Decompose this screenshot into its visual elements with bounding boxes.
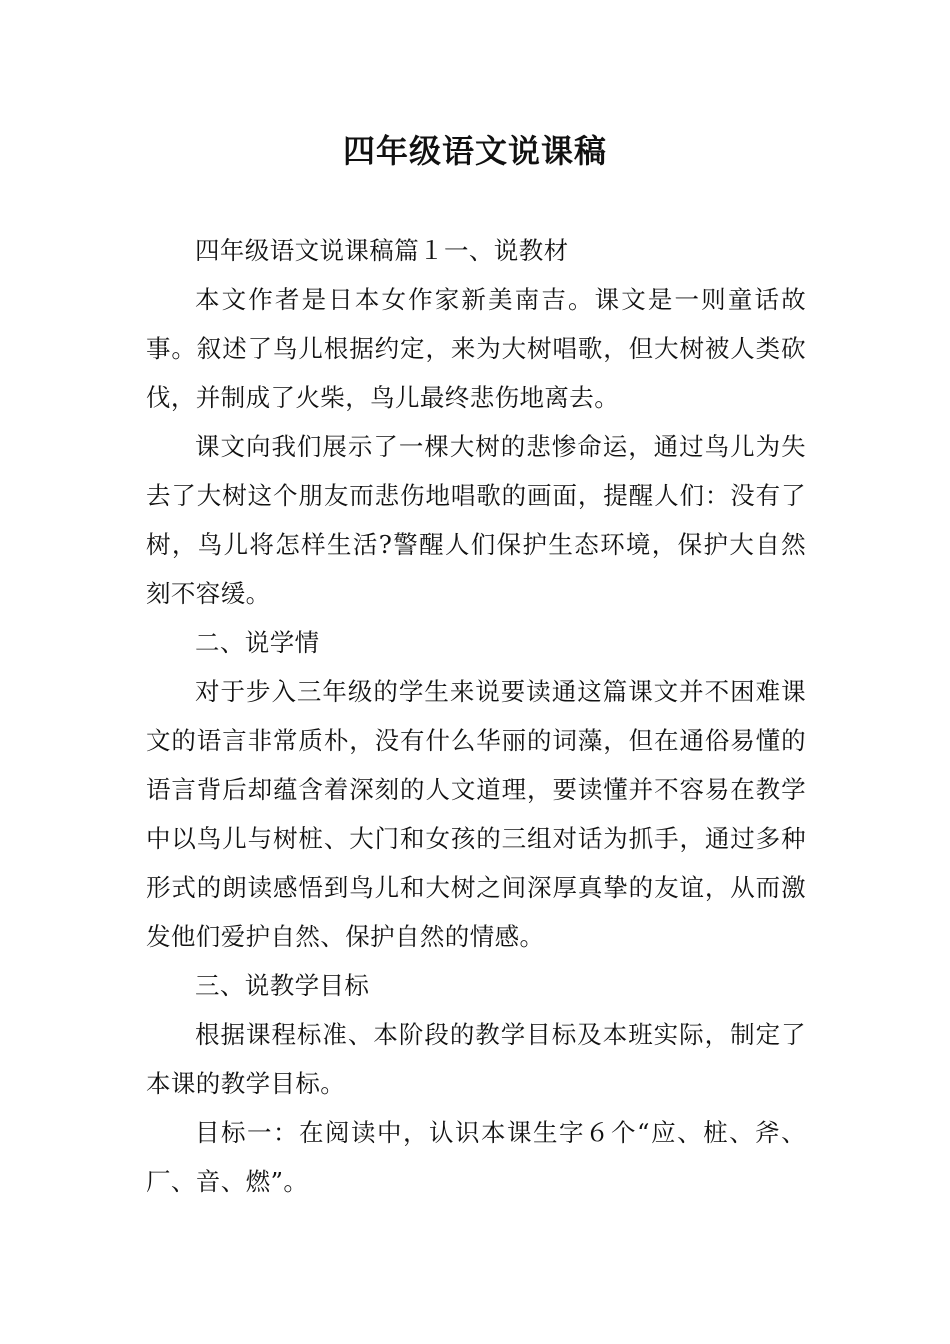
document-body (146, 226, 806, 1206)
document-title: 四年级语文说课稿 (342, 132, 607, 170)
section-heading-2: 二、说学情 (195, 628, 320, 657)
paragraph-5: 根据课程标准、本阶段的教学目标及本班实际，制定了本课的教学目标。 (146, 1020, 806, 1098)
section-heading-3: 三、说教学目标 (195, 971, 370, 1000)
paragraph-6: 目标一：在阅读中，认识本课生字６个“应、桩、斧、厂、音、燃”。 (146, 1118, 806, 1196)
paragraph-1: 四年级语文说课稿篇１一、说教材 (195, 236, 569, 265)
paragraph-2: 本文作者是日本女作家新美南吉。课文是一则童话故事。叙述了鸟儿根据约定，来为大树唱歌，但大树被人类砍伐，并制成了火柴，鸟儿最终悲伤地离去。 (146, 285, 806, 412)
paragraph-4: 对于步入三年级的学生来说要读通这篇课文并不困难课文的语言非常质朴，没有什么华丽的词藻，但在通俗易懂的语言背后却蕴含着深刻的人文道理，要读懂并不容易在教学中以鸟儿与树桩、大门和女孩的三组对话为抓手，通过多种形式的朗读感悟到鸟儿和大树之间深厚真挚的友谊，从而激发他们爱护自然、保护自然的情感。 (146, 677, 806, 951)
paragraph-3: 课文向我们展示了一棵大树的悲惨命运，通过鸟儿为失去了大树这个朋友而悲伤地唱歌的画面，提醒人们：没有了树，鸟儿将怎样生活?警醒人们保护生态环境，保护大自然刻不容缓。 (146, 432, 806, 608)
